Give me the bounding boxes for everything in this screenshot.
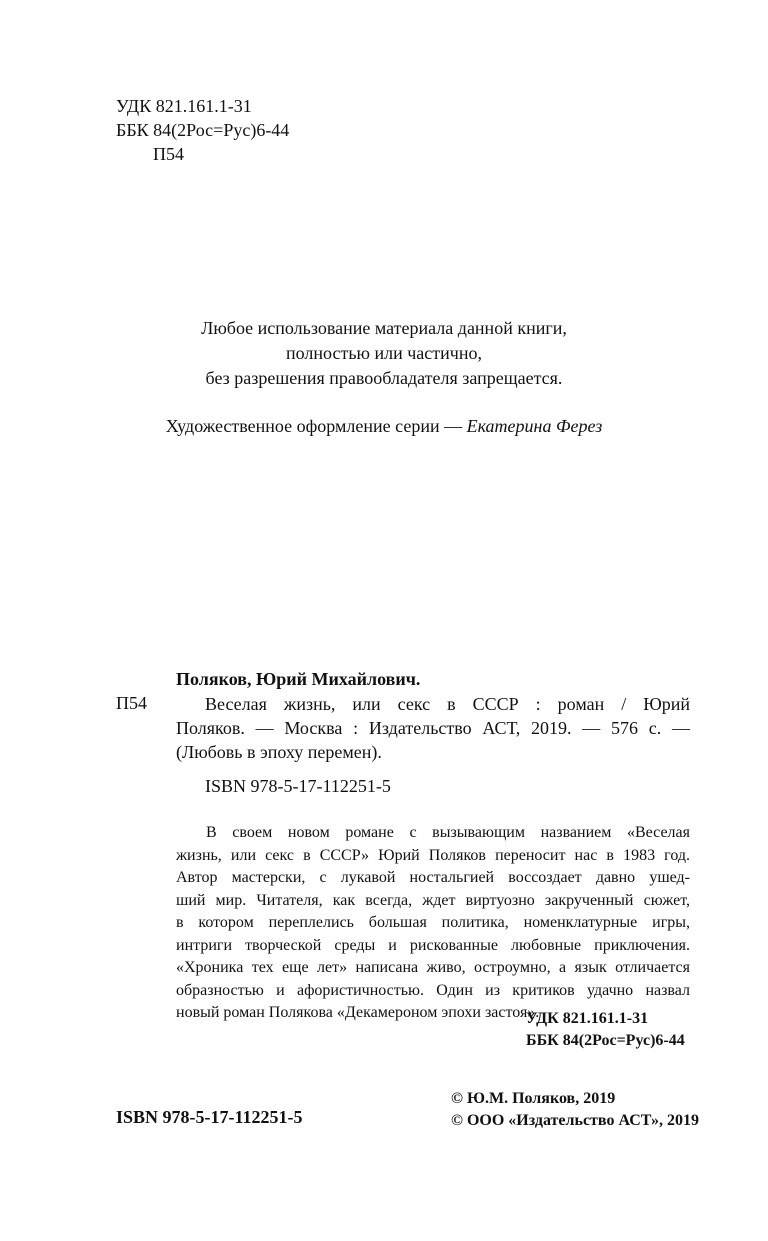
catalog-author-heading: Поляков, Юрий Михайлович.	[176, 669, 421, 689]
bbk-code: ББК 84(2Рос=Рус)6-44	[116, 120, 290, 140]
annotation-line: образностью и афористичностью. Один из критиков удачно назвал	[176, 981, 690, 999]
catalog-mark: П54	[116, 693, 147, 713]
design-credit-prefix: Художественное оформление серии —	[165, 416, 467, 436]
copyright-author: © Ю.М. Поляков, 2019	[451, 1090, 616, 1107]
annotation-line: В своем новом романе с вызывающим названием «Веселая	[206, 824, 690, 841]
annotation-line: интриги творческой среды и рискованные любовные приключения.	[176, 936, 690, 954]
card-udk-code: УДК 821.161.1-31	[526, 1010, 649, 1027]
card-bbk-code: ББК 84(2Рос=Рус)6-44	[526, 1032, 685, 1049]
copyright-publisher: © ООО «Издательство АСТ», 2019	[451, 1112, 700, 1129]
rights-notice-line-1: Любое использование материала данной книги,	[201, 318, 567, 338]
design-credit	[0, 415, 768, 437]
catalog-description-line: Веселая жизнь, или секс в СССР : роман / Юрий	[205, 694, 690, 714]
catalog-description-line: Поляков. — Москва : Издательство АСТ, 2019. — 576 с. —	[176, 718, 690, 738]
annotation-line: новый роман Полякова «Декамероном эпохи застоя».	[176, 1004, 540, 1021]
annotation-line: Автор мастерски, с лукавой ностальгией воссоздает давно ушед-	[176, 869, 690, 886]
footer-isbn: ISBN 978-5-17-112251-5	[116, 1107, 303, 1127]
catalog-isbn: ISBN 978-5-17-112251-5	[205, 776, 391, 796]
annotation-line: «Хроника тех еще лет» написана живо, остроумно, а язык отличается	[176, 959, 690, 976]
annotation-line: жизнь, или секс в СССР» Юрий Поляков переносит нас в 1983 год.	[176, 846, 690, 864]
design-credit-name: Екатерина Ферез	[466, 416, 603, 436]
rights-notice-line-2: полностью или частично,	[286, 343, 482, 363]
udk-code: УДК 821.161.1-31	[116, 96, 252, 116]
rights-notice-line-3: без разрешения правообладателя запрещается.	[205, 368, 563, 388]
annotation	[176, 822, 690, 1025]
catalog-description	[176, 692, 690, 764]
catalog-description-line: (Любовь в эпоху перемен).	[176, 742, 382, 762]
annotation-line: в котором переплелись большая политика, номенклатурные игры,	[176, 914, 690, 931]
author-mark: П54	[153, 144, 184, 164]
annotation-line: ший мир. Читателя, как всегда, ждет виртуозно закрученный сюжет,	[176, 891, 690, 909]
